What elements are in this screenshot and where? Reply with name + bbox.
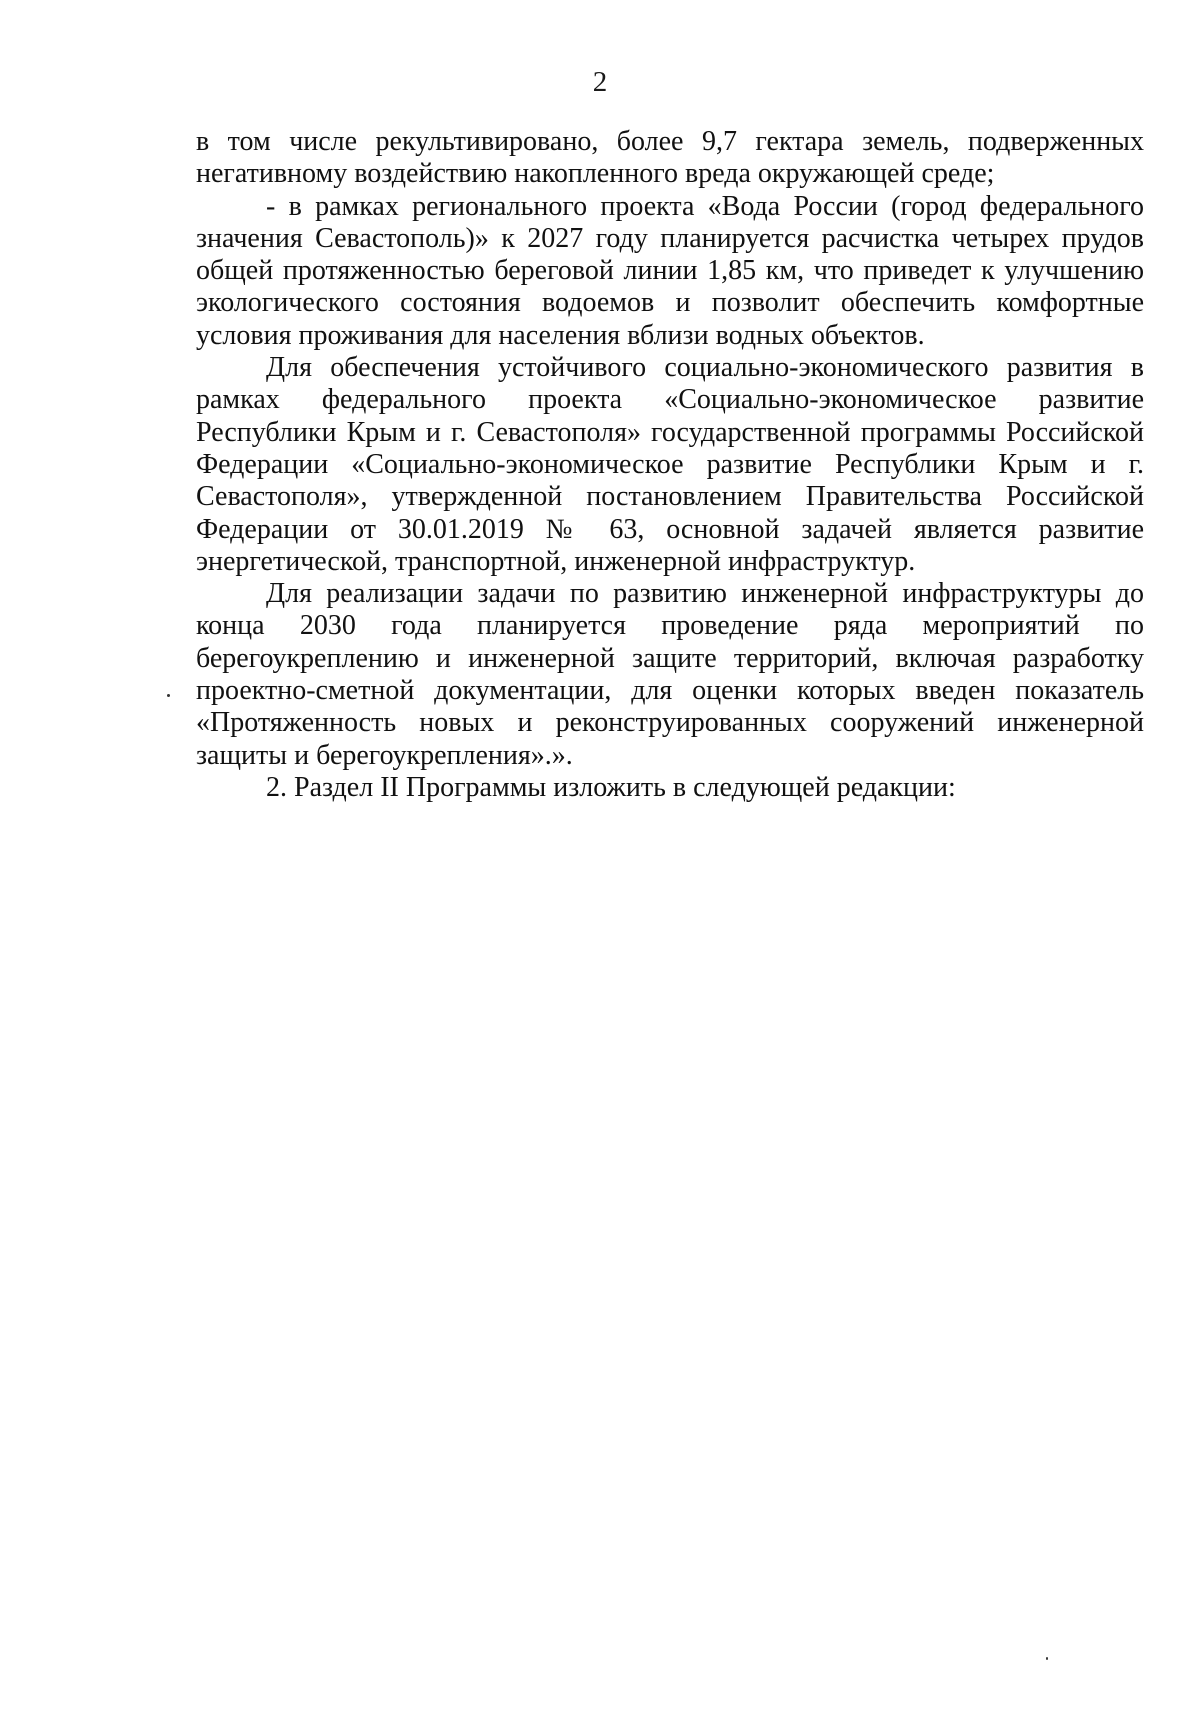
paragraph-engineering-infrastructure: Для реализации задачи по развитию инженерной инфраструктуры до конца 2030 года планируется проведение ряда мероприятий по берегоукреплению и инженерной защите территорий, включая разработку проектно-сметной документации, для оценки которых введен показатель «Протяженность новых и реконструированных сооружений инженерной защиты и берегоукрепления».».	[196, 578, 1144, 771]
paragraph-federal-project: Для обеспечения устойчивого социально-экономического развития в рамках федерального проекта «Социально-экономическое развитие Республики Крым и г. Севастополя» государственной программы Российской Федерации «Социально-экономическое развитие Республики Крым и г. Севастополя», утвержденной постановлением Правительства Российской Федерации от 30.01.2019 № 63, основной задачей является развитие энергетической, транспортной, инженерной инфраструктур.	[196, 352, 1144, 577]
paragraph-section-amendment: 2. Раздел II Программы изложить в следующей редакции:	[266, 771, 956, 803]
page-number: 2	[592, 66, 608, 98]
paragraph-continuation: в том числе рекультивировано, более 9,7 гектара земель, подверженных негативному воздействию накопленного вреда окружающей среде;	[196, 126, 1144, 190]
scan-speck	[1046, 1657, 1048, 1660]
scan-speck	[167, 694, 170, 697]
document-body	[196, 126, 1144, 804]
paragraph-water-project: - в рамках регионального проекта «Вода России (город федерального значения Севастополь)» к 2027 году планируется расчистка четырех прудов общей протяженностью береговой линии 1,85 км, что приведет к улучшению экологического состояния водоемов и позволит обеспечить комфортные условия проживания для населения вблизи водных объектов.	[196, 190, 1144, 351]
